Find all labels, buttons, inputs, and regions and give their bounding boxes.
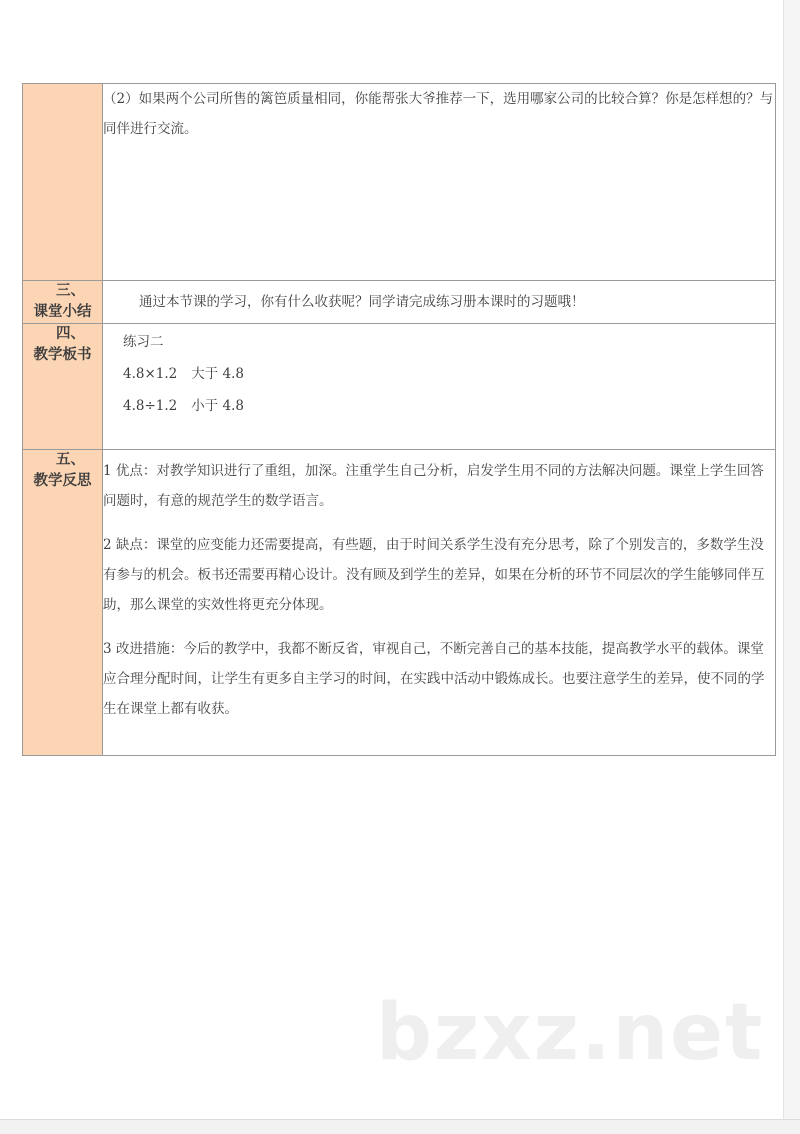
row-label-blackboard: [23, 324, 103, 450]
row-label-summary: [23, 281, 103, 324]
row-label-reflection: [23, 450, 103, 756]
row-label-title: 教学反思: [33, 473, 92, 489]
table-row-blackboard: [23, 324, 776, 450]
reflection-strengths: 1 优点：对教学知识进行了重组，加深。注重学生自己分析，启发学生用不同的方法解决问题。课堂上学生回答问题时，有意的规范学生的数学语言。: [103, 463, 764, 509]
lesson-plan-table: [22, 83, 776, 756]
table-row-reflection: [23, 450, 776, 756]
page-edge-bottom: [0, 1119, 800, 1134]
discussion-question: （2）如果两个公司所售的篱笆质量相同，你能帮张大爷推荐一下，选用哪家公司的比较合算？你是怎样想的？与同伴进行交流。: [103, 84, 776, 281]
table-row-summary: [23, 281, 776, 324]
summary-text: 通过本节课的学习，你有什么收获呢？同学请完成练习册本课时的习题哦！: [103, 281, 776, 324]
table-row-discussion: [23, 84, 776, 281]
reflection-weaknesses: 2 缺点：课堂的应变能力还需要提高，有些题，由于时间关系学生没有充分思考，除了个别发言的，多数学生没有参与的机会。板书还需要再精心设计。没有顾及到学生的差异，如果在分析的环节不同层次的学生能够同伴互助，那么课堂的实效性将更充分体现。: [103, 537, 765, 613]
row-label-title: 教学板书: [33, 347, 92, 363]
row-label-number: 四、: [56, 326, 85, 342]
page-edge-right: [783, 0, 800, 1134]
blackboard-note: 大于 4.8: [191, 366, 245, 382]
blackboard-content: [103, 324, 776, 450]
blackboard-note: 小于 4.8: [191, 398, 245, 414]
blackboard-title: 练习二: [123, 334, 164, 350]
watermark-text: bzxz.net: [376, 988, 765, 1078]
row-label-number: 五、: [56, 452, 85, 468]
blackboard-expression: 4.8×1.2: [123, 366, 178, 382]
blackboard-line-1: [123, 358, 775, 390]
row-label-number: 三、: [56, 283, 85, 299]
blackboard-line-2: [123, 390, 775, 422]
row-label-title: 课堂小结: [33, 304, 92, 320]
row-label-empty: [23, 84, 103, 281]
reflection-content: [103, 450, 776, 756]
blackboard-expression: 4.8÷1.2: [123, 398, 178, 414]
reflection-improvements: 3 改进措施：今后的教学中，我都不断反省，审视自己，不断完善自己的基本技能，提高教学水平的载体。课堂应合理分配时间，让学生有更多自主学习的时间，在实践中活动中锻炼成长。也要注意学生的差异，使不同的学生在课堂上都有收获。: [103, 641, 765, 717]
